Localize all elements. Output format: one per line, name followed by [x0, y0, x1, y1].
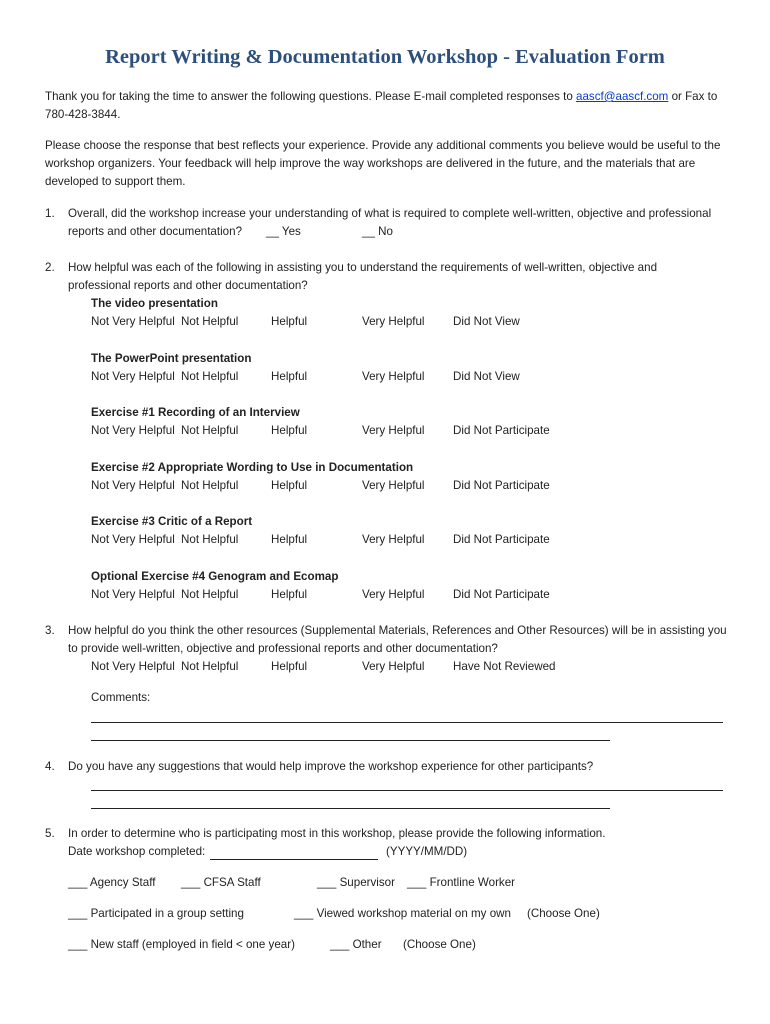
question-4-text: Do you have any suggestions that would help improve the workshop experience for other participants? — [68, 760, 594, 773]
rating-not-viewed[interactable]: Did Not Participate — [453, 479, 550, 492]
rating-not-helpful[interactable]: Not Helpful — [181, 588, 239, 601]
rating-not-helpful[interactable]: Not Helpful — [181, 424, 239, 437]
question-1-number: 1. — [45, 207, 55, 220]
instructions-line: workshop organizers. Your feedback will help improve the way workshops are delivered in the future, and the materials that are — [45, 157, 696, 170]
date-input-line[interactable] — [210, 859, 378, 860]
rating-not-very-helpful[interactable]: Not Very Helpful — [91, 424, 175, 437]
instructions-line: Please choose the response that best reflects your experience. Provide any additional comments you believe would be useful to the — [45, 139, 721, 152]
rating-helpful[interactable]: Helpful — [271, 660, 308, 673]
rating-not-viewed[interactable]: Did Not View — [453, 315, 520, 328]
rating-not-very-helpful[interactable]: Not Very Helpful — [91, 533, 175, 546]
form-title: Report Writing & Documentation Workshop - Evaluation Form — [105, 46, 665, 68]
rating-helpful[interactable]: Helpful — [271, 588, 308, 601]
q2-item-heading: The video presentation — [91, 297, 218, 310]
frontline-worker-option[interactable]: ___ Frontline Worker — [407, 876, 516, 889]
rating-very-helpful[interactable]: Very Helpful — [362, 588, 425, 601]
question-1-text-cont: reports and other documentation? — [68, 225, 243, 238]
viewed-own-option[interactable]: ___ Viewed workshop material on my own — [294, 907, 511, 920]
rating-helpful[interactable]: Helpful — [271, 533, 308, 546]
rating-not-very-helpful[interactable]: Not Very Helpful — [91, 479, 175, 492]
question-2-text: How helpful was each of the following in assisting you to understand the requirements of well-written, objective and — [68, 261, 658, 274]
rating-very-helpful[interactable]: Very Helpful — [362, 533, 425, 546]
rating-not-very-helpful[interactable]: Not Very Helpful — [91, 315, 175, 328]
question-4-number: 4. — [45, 760, 55, 773]
question-2-number: 2. — [45, 261, 55, 274]
supervisor-option[interactable]: ___ Supervisor — [317, 876, 395, 889]
rating-not-very-helpful[interactable]: Not Very Helpful — [91, 370, 175, 383]
email-link[interactable]: aascf@aascf.com — [576, 90, 669, 103]
rating-not-viewed[interactable]: Did Not Participate — [453, 533, 550, 546]
rating-not-helpful[interactable]: Not Helpful — [181, 660, 239, 673]
q2-item-heading: Exercise #2 Appropriate Wording to Use in Documentation — [91, 461, 414, 474]
rating-not-viewed[interactable]: Did Not Participate — [453, 588, 550, 601]
rating-helpful[interactable]: Helpful — [271, 315, 308, 328]
rating-very-helpful[interactable]: Very Helpful — [362, 315, 425, 328]
question-3-text: How helpful do you think the other resources (Supplemental Materials, References and Other Resources) will be in assisting you — [68, 624, 727, 637]
q2-item-heading: Exercise #3 Critic of a Report — [91, 515, 253, 528]
instructions-line: developed to support them. — [45, 175, 186, 188]
rating-helpful[interactable]: Helpful — [271, 424, 308, 437]
intro-paragraph — [45, 88, 735, 124]
rating-have-not-reviewed[interactable]: Have Not Reviewed — [453, 660, 556, 673]
group-setting-option[interactable]: ___ Participated in a group setting — [68, 907, 244, 920]
q2-item-heading: The PowerPoint presentation — [91, 352, 252, 365]
rating-helpful[interactable]: Helpful — [271, 479, 308, 492]
q2-item-heading: Exercise #1 Recording of an Interview — [91, 406, 300, 419]
rating-not-helpful[interactable]: Not Helpful — [181, 533, 239, 546]
fax-number: 780-428-3844. — [45, 108, 121, 121]
intro-text: Thank you for taking the time to answer the following questions. Please E-mail completed responses to — [45, 90, 577, 103]
rating-not-helpful[interactable]: Not Helpful — [181, 315, 239, 328]
rating-not-helpful[interactable]: Not Helpful — [181, 479, 239, 492]
rating-not-helpful[interactable]: Not Helpful — [181, 370, 239, 383]
q1-no-option[interactable]: __ No — [362, 225, 393, 238]
question-5-number: 5. — [45, 827, 55, 840]
rating-very-helpful[interactable]: Very Helpful — [362, 479, 425, 492]
suggestions-line[interactable] — [91, 808, 610, 809]
question-1-text: Overall, did the workshop increase your understanding of what is required to complete well-written, objective and professional — [68, 207, 712, 220]
date-label: Date workshop completed: — [68, 845, 206, 858]
rating-not-viewed[interactable]: Did Not Participate — [453, 424, 550, 437]
q2-item-heading: Optional Exercise #4 Genogram and Ecomap — [91, 570, 339, 583]
question-3-text-cont: to provide well-written, objective and professional reports and other documentation? — [68, 642, 498, 655]
q1-yes-option[interactable]: __ Yes — [266, 225, 301, 238]
instructions-paragraph — [45, 137, 735, 191]
choose-one-hint: (Choose One) — [403, 938, 476, 951]
rating-very-helpful[interactable]: Very Helpful — [362, 424, 425, 437]
other-option[interactable]: ___ Other — [330, 938, 382, 951]
suggestions-line[interactable] — [91, 790, 723, 791]
date-format-hint: (YYYY/MM/DD) — [386, 845, 468, 858]
comments-line[interactable] — [91, 740, 610, 741]
question-3-number: 3. — [45, 624, 55, 637]
rating-not-very-helpful[interactable]: Not Very Helpful — [91, 588, 175, 601]
rating-not-very-helpful[interactable]: Not Very Helpful — [91, 660, 175, 673]
question-5-text: In order to determine who is participating most in this workshop, please provide the following information. — [68, 827, 606, 840]
rating-very-helpful[interactable]: Very Helpful — [362, 660, 425, 673]
agency-staff-option[interactable]: ___ Agency Staff — [68, 876, 156, 889]
cfsa-staff-option[interactable]: ___ CFSA Staff — [181, 876, 261, 889]
comments-label: Comments: — [91, 691, 151, 704]
comments-line[interactable] — [91, 722, 723, 723]
new-staff-option[interactable]: ___ New staff (employed in field < one year) — [68, 938, 295, 951]
question-2-text-cont: professional reports and other documentation? — [68, 279, 308, 292]
intro-fax-text: or Fax to — [668, 90, 718, 103]
rating-helpful[interactable]: Helpful — [271, 370, 308, 383]
choose-one-hint: (Choose One) — [527, 907, 600, 920]
rating-not-viewed[interactable]: Did Not View — [453, 370, 520, 383]
rating-very-helpful[interactable]: Very Helpful — [362, 370, 425, 383]
